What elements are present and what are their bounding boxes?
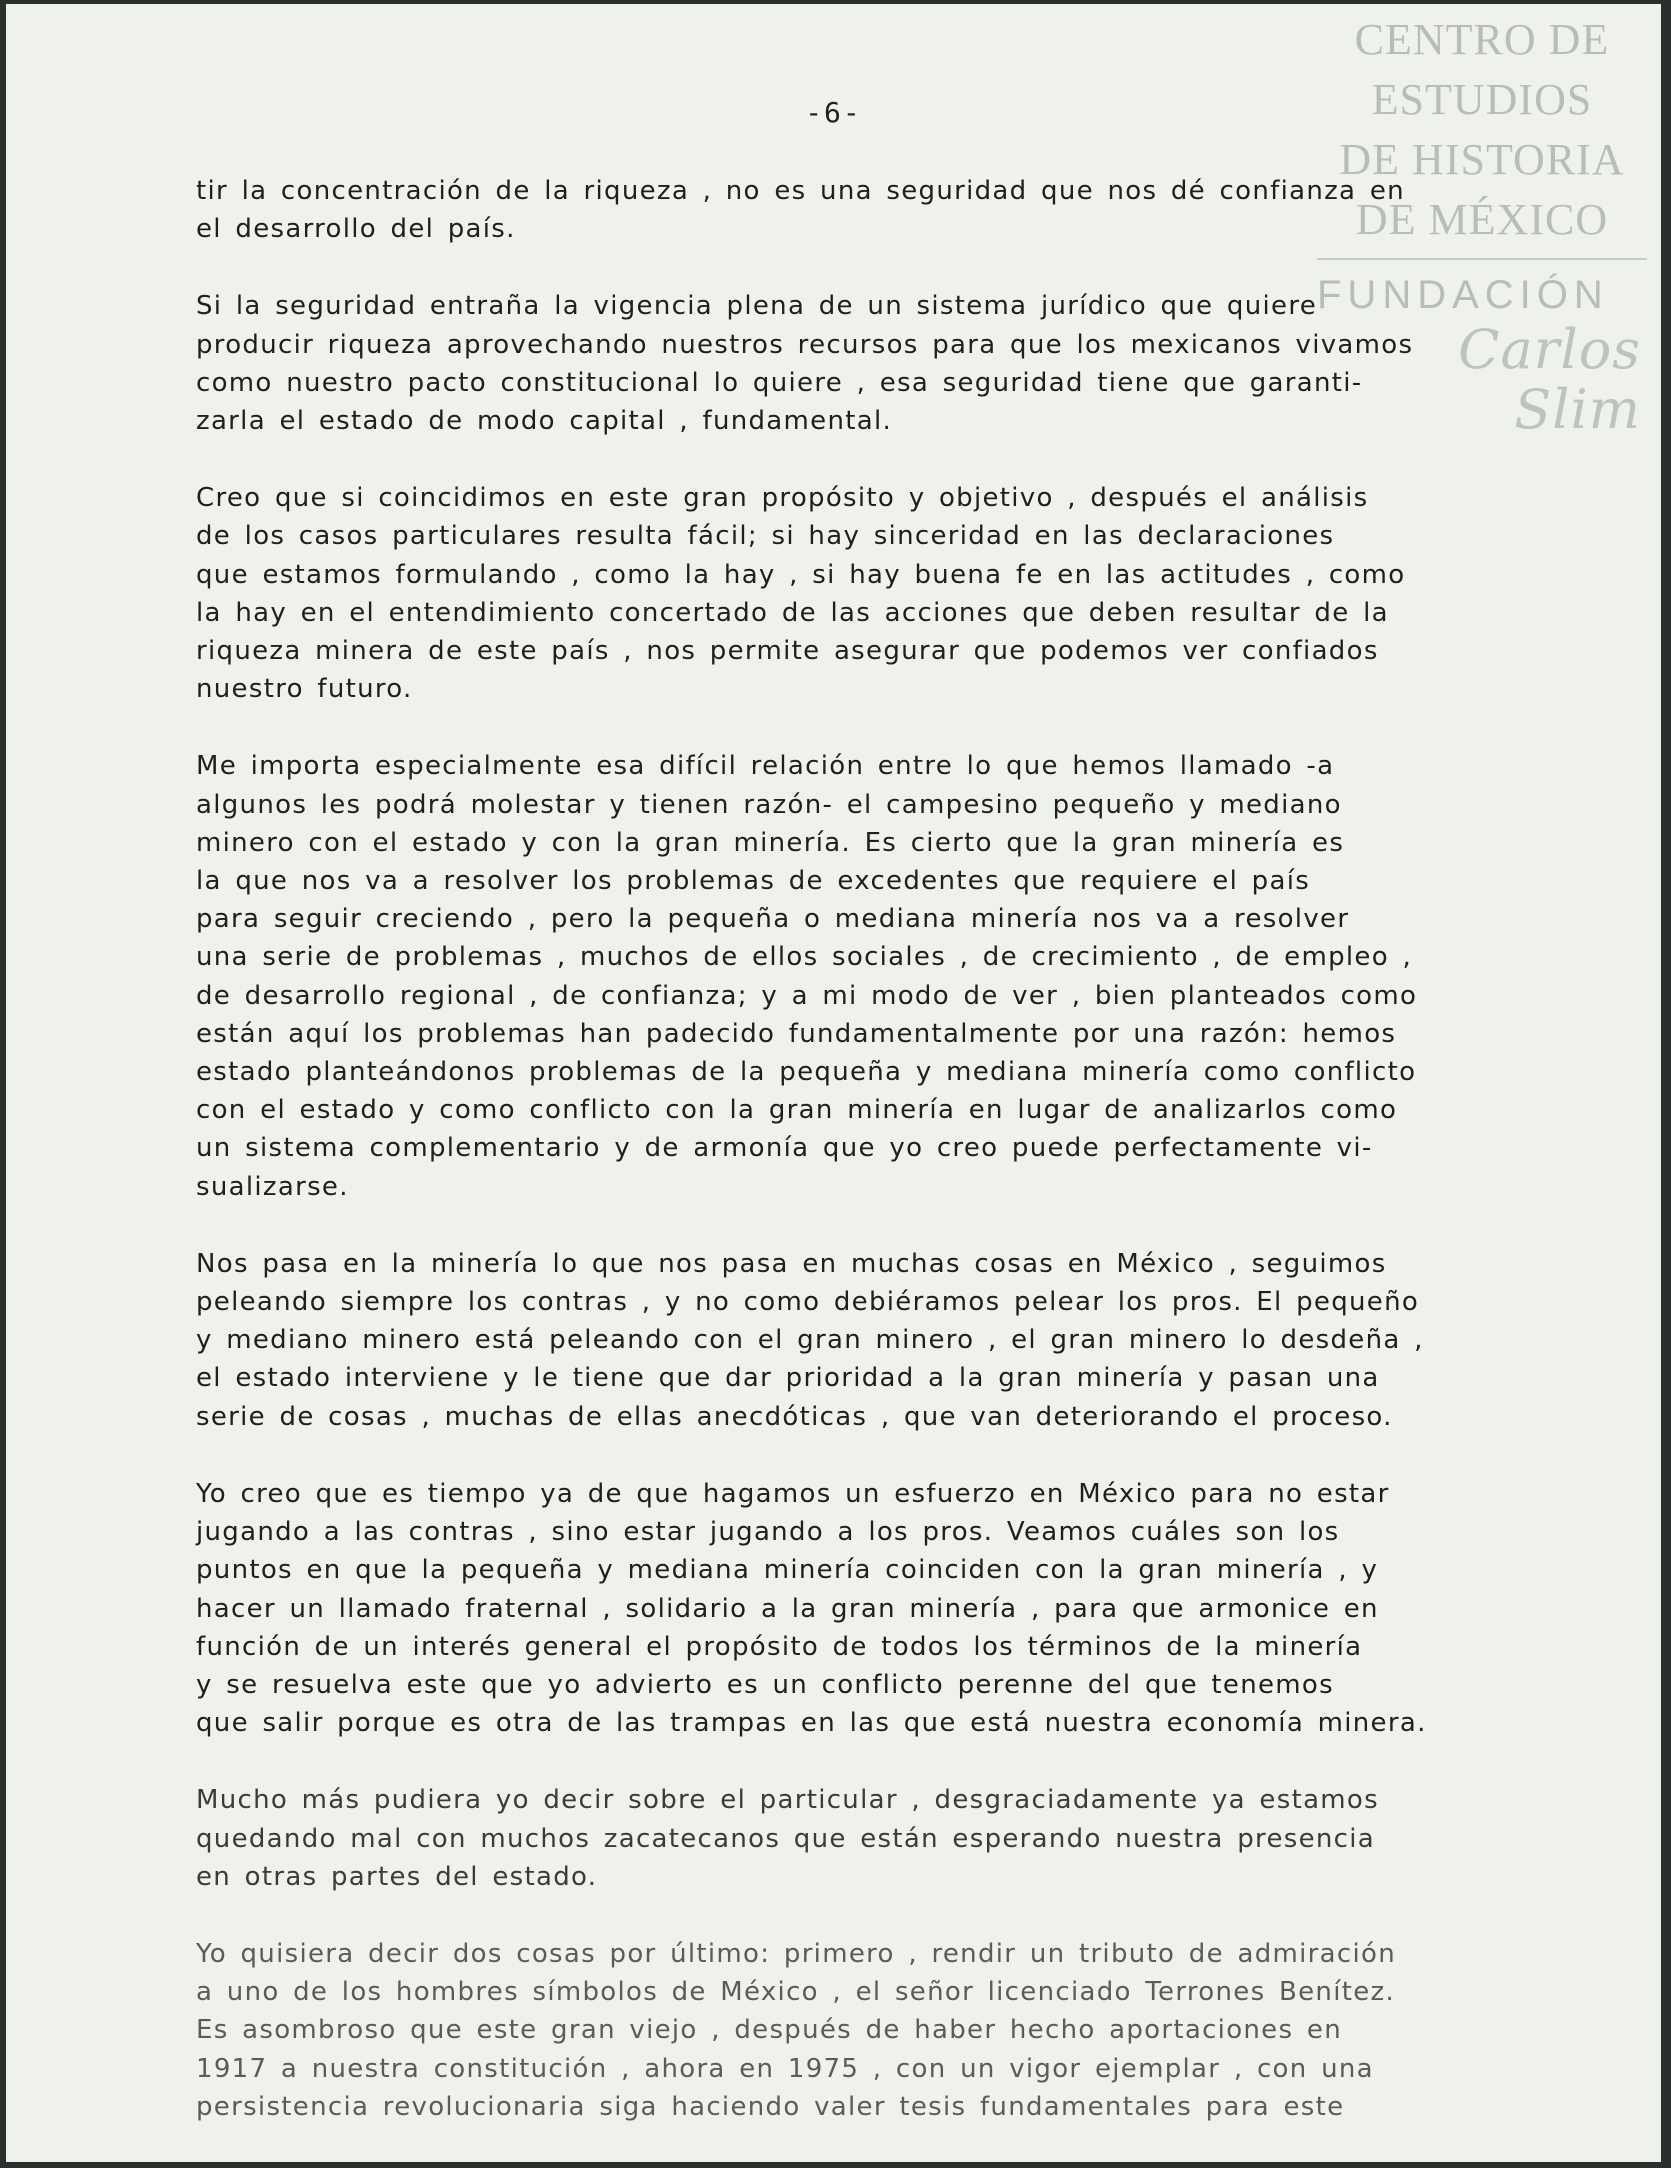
text-line: Yo creo que es tiempo ya de que hagamos un esfuerzo en México para no estar (196, 1478, 1390, 1509)
text-line: función de un interés general el propósito de todos los términos de la minería (196, 1631, 1363, 1662)
text-line: hacer un llamado fraternal , solidario a la gran minería , para que armonice en (196, 1593, 1379, 1624)
text-line: y mediano minero está peleando con el gran minero , el gran minero lo desdeña , (196, 1325, 1424, 1356)
text-line: Si la seguridad entraña la vigencia plena de un sistema jurídico que quiere (196, 291, 1318, 322)
text-line: la que nos va a resolver los problemas de excedentes que requiere el país (196, 866, 1311, 897)
text-line: en otras partes del estado. (196, 1861, 598, 1892)
paragraph (196, 1475, 1556, 1742)
text-line: y se resuelva este que yo advierto es un conflicto perenne del que tenemos (196, 1669, 1334, 1700)
text-line: como nuestro pacto constitucional lo quiere , esa seguridad tiene que garanti- (196, 367, 1363, 398)
text-line: producir riqueza aprovechando nuestros recursos para que los mexicanos vivamos (196, 329, 1414, 360)
page-number: -6- (805, 96, 862, 129)
paragraph (196, 747, 1556, 1205)
text-line: peleando siempre los contras , y no como debiéramos pelear los pros. El pequeño (196, 1287, 1420, 1318)
watermark-line: ESTUDIOS (1371, 75, 1593, 124)
text-line: de desarrollo regional , de confianza; y a mi modo de ver , bien planteados como (196, 980, 1418, 1011)
watermark-line: DE HISTORIA (1339, 135, 1625, 184)
text-line: Yo quisiera decir dos cosas por último: primero , rendir un tributo de admiración (196, 1938, 1396, 1969)
watermark-line: DE MÉXICO (1355, 195, 1609, 244)
text-line: para seguir creciendo , pero la pequeña o mediana minería nos va a resolver (196, 904, 1350, 935)
document-body (196, 172, 1556, 2162)
text-line: Es asombroso que este gran viejo , después de haber hecho aportaciones en (196, 2015, 1342, 2046)
text-line: riqueza minera de este país , nos permite asegurar que podemos ver confiados (196, 636, 1379, 667)
text-line: sualizarse. (196, 1171, 349, 1202)
text-line: Nos pasa en la minería lo que nos pasa en muchas cosas en México , seguimos (196, 1248, 1387, 1279)
paragraph (196, 1245, 1556, 1436)
text-line: persistencia revolucionaria siga haciendo valer tesis fundamentales para este (196, 2091, 1345, 2122)
paragraph (196, 287, 1556, 440)
text-line: están aquí los problemas han padecido fundamentalmente por una razón: hemos (196, 1018, 1397, 1049)
text-line: que estamos formulando , como la hay , si hay buena fe en las actitudes , como (196, 559, 1406, 590)
text-line: jugando a las contras , sino estar jugando a los pros. Veamos cuáles son los (196, 1517, 1340, 1548)
document-page (6, 4, 1661, 2162)
paragraph (196, 1781, 1556, 1896)
text-line: Me importa especialmente esa difícil relación entre lo que hemos llamado -a (196, 751, 1335, 782)
text-line: puntos en que la pequeña y mediana minería coinciden con la gran minería , y (196, 1555, 1379, 1586)
text-line: el estado interviene y le tiene que dar prioridad a la gran minería y pasan una (196, 1363, 1380, 1394)
text-line: con el estado y como conflicto con la gran minería en lugar de analizarlos como (196, 1095, 1398, 1126)
text-line: zarla el estado de modo capital , fundamental. (196, 406, 893, 437)
paragraph (196, 172, 1556, 248)
text-line: a uno de los hombres símbolos de México , el señor licenciado Terrones Benítez. (196, 1977, 1396, 2008)
paragraph (196, 479, 1556, 708)
text-line: serie de cosas , muchas de ellas anecdóticas , que van deteriorando el proceso. (196, 1401, 1393, 1432)
text-line: Creo que si coincidimos en este gran propósito y objetivo , después el análisis (196, 483, 1369, 514)
text-line: algunos les podrá molestar y tienen razón- el campesino pequeño y mediano (196, 789, 1342, 820)
text-line: un sistema complementario y de armonía que yo creo puede perfectamente vi- (196, 1133, 1373, 1164)
text-line: estado planteándonos problemas de la pequeña y mediana minería como conflicto (196, 1057, 1417, 1088)
paragraph (196, 1935, 1556, 2126)
text-line: 1917 a nuestra constitución , ahora en 1975 , con un vigor ejemplar , con una (196, 2053, 1374, 2084)
watermark-line: CENTRO DE (1354, 15, 1610, 64)
text-line: minero con el estado y con la gran minería. Es cierto que la gran minería es (196, 827, 1345, 858)
text-line: una serie de problemas , muchos de ellos sociales , de crecimiento , de empleo , (196, 942, 1413, 973)
text-line: nuestro futuro. (196, 674, 413, 705)
text-line: de los casos particulares resulta fácil; si hay sinceridad en las declaraciones (196, 521, 1335, 552)
text-line: el desarrollo del país. (196, 214, 516, 245)
watermark-signature: Carlos Slim (1458, 318, 1641, 441)
text-line: que salir porque es otra de las trampas en las que está nuestra economía minera. (196, 1708, 1427, 1739)
text-line: tir la concentración de la riqueza , no es una seguridad que nos dé confianza en (196, 176, 1405, 206)
text-line: la hay en el entendimiento concertado de las acciones que deben resultar de la (196, 597, 1389, 628)
text-line: quedando mal con muchos zacatecanos que están esperando nuestra presencia (196, 1823, 1376, 1854)
watermark-foundation: FUNDACIÓN (1317, 273, 1609, 317)
text-line: Mucho más pudiera yo decir sobre el particular , desgraciadamente ya estamos (196, 1785, 1379, 1816)
